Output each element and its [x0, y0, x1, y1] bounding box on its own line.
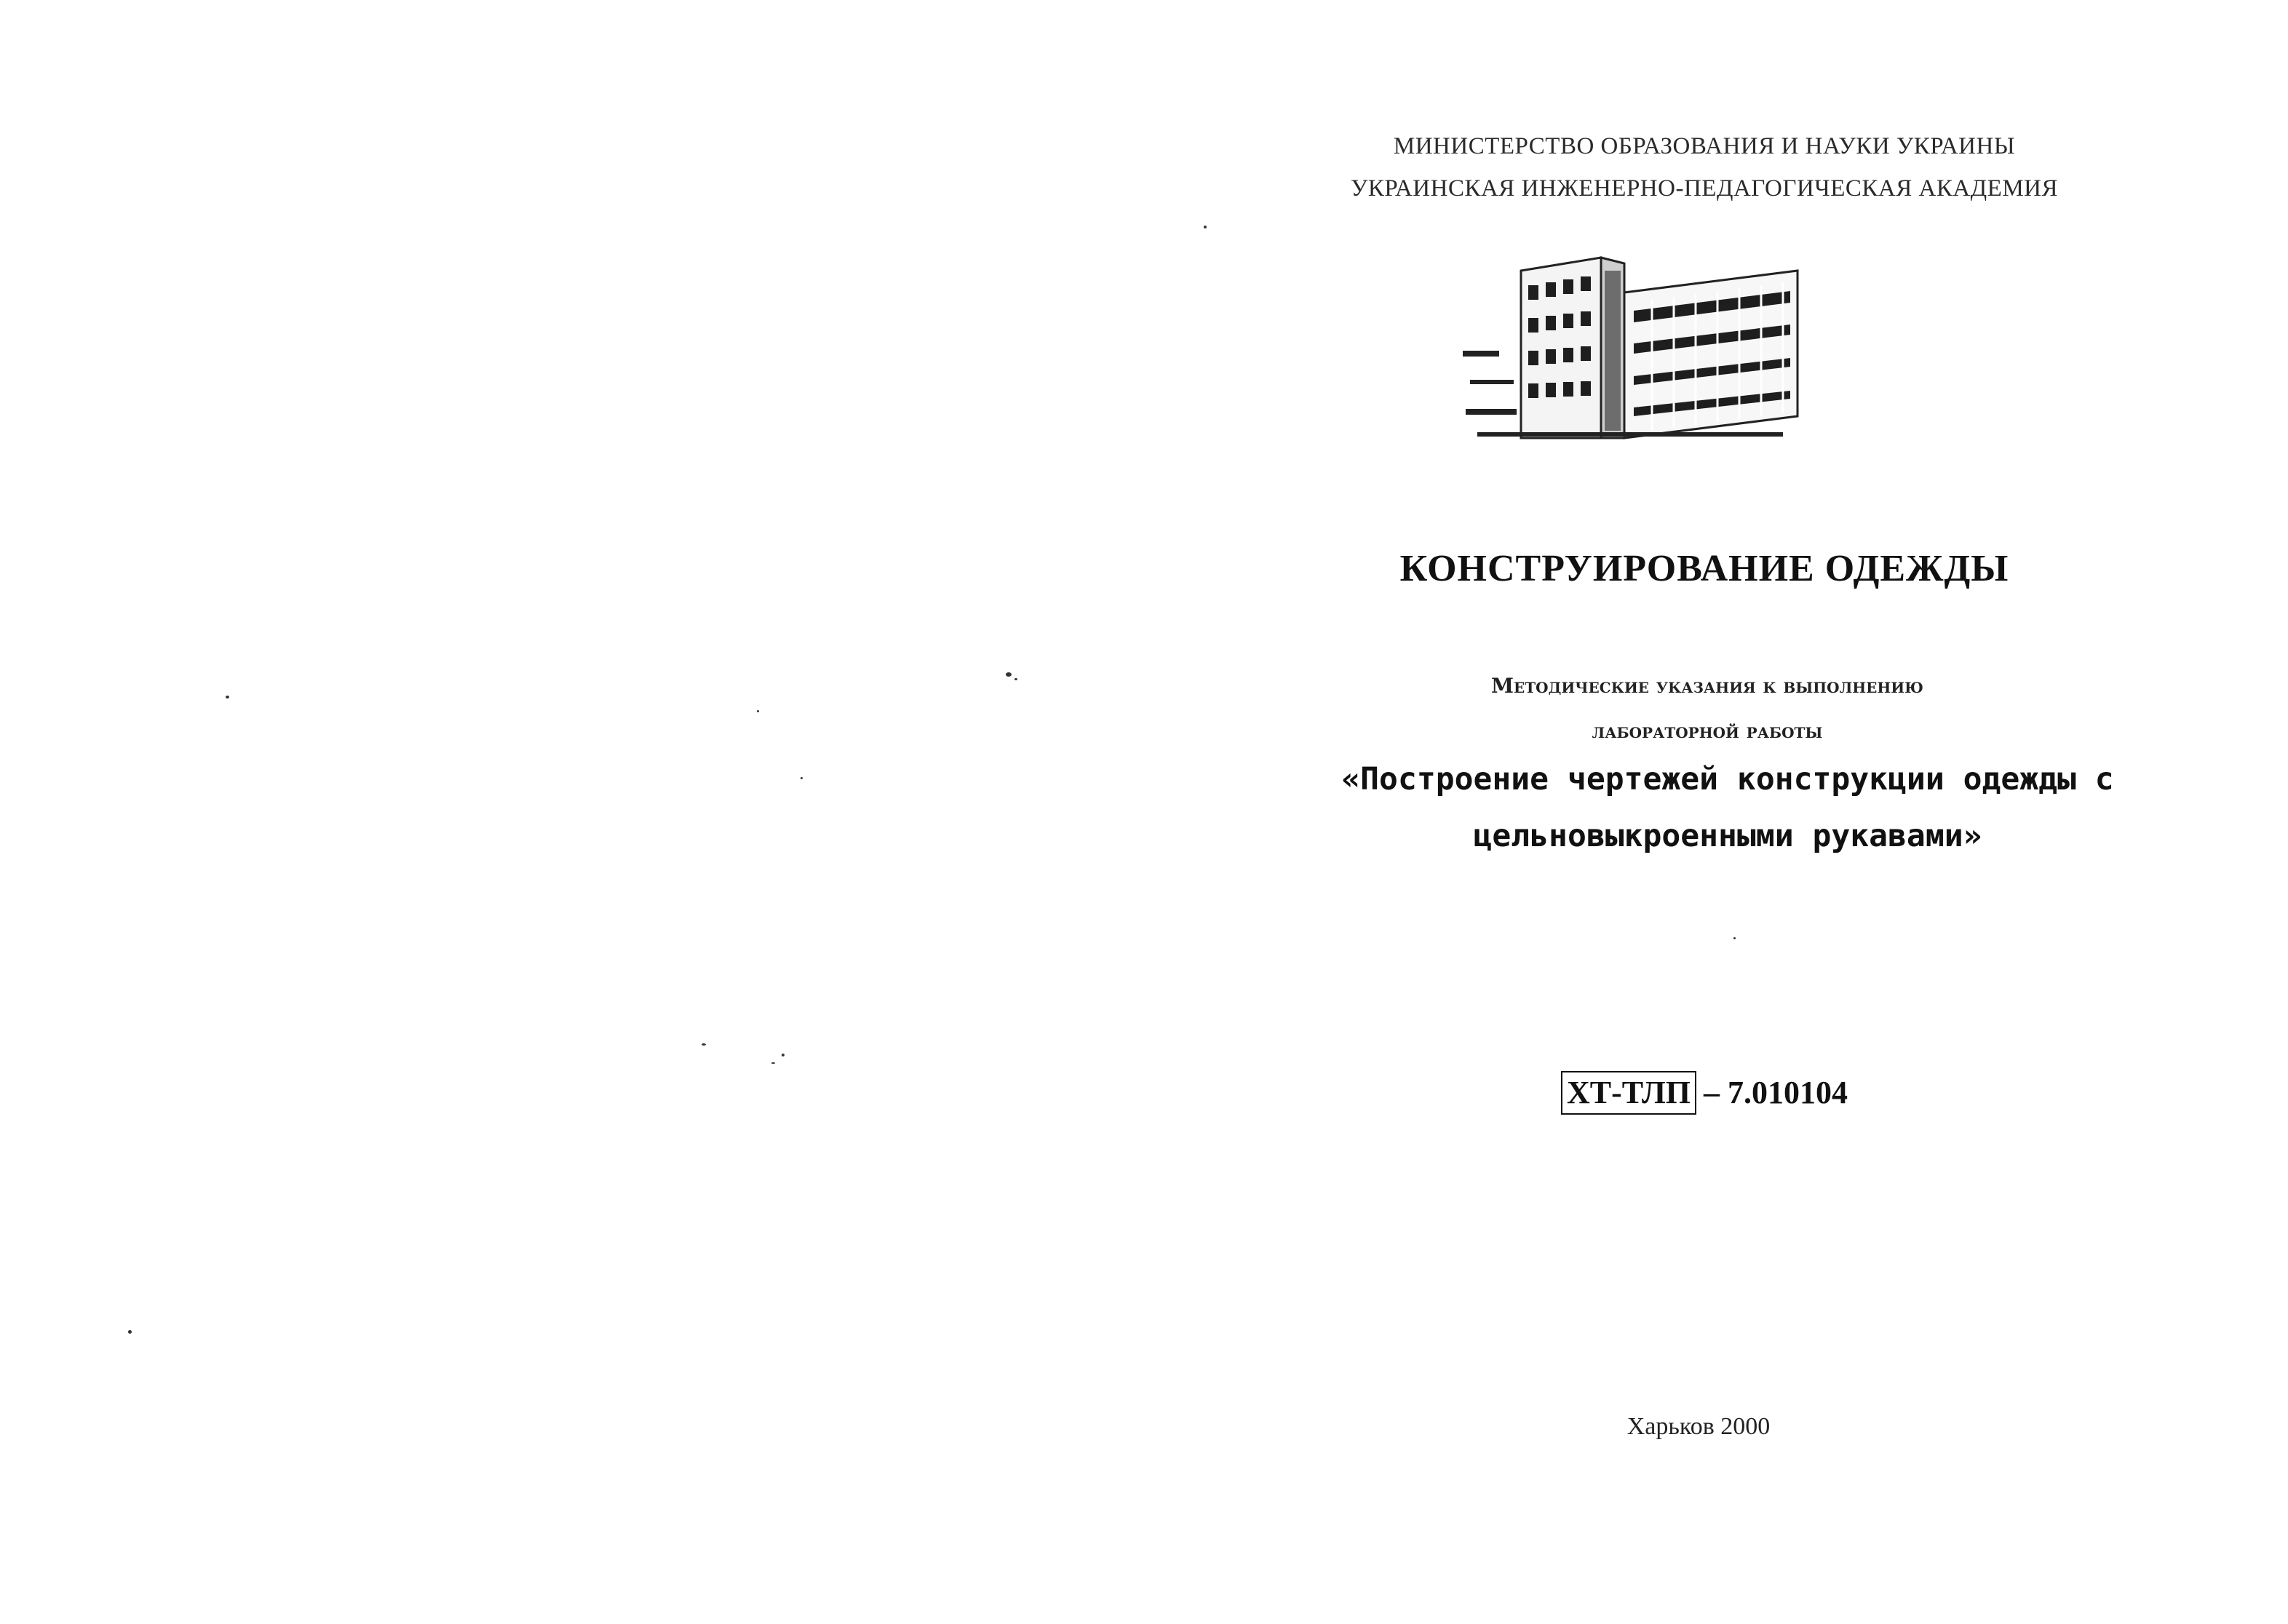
scan-speck: [226, 696, 229, 698]
scan-speck: [128, 1330, 132, 1334]
subtitle-line: лабораторной работы: [1592, 719, 1823, 743]
right-page: [1144, 0, 2288, 1624]
scan-speck: [757, 710, 759, 712]
ministry-name: МИНИСТЕРСТВО ОБРАЗОВАНИЯ И НАУКИ УКРАИНЫ: [1393, 133, 2016, 159]
scan-speck: [1733, 937, 1736, 939]
ministry-header: [1132, 125, 2276, 210]
building-icon: [1455, 242, 1819, 453]
work-title-line: «Построение чертежей конструкции одежды с: [1341, 761, 2114, 797]
code-number: – 7.010104: [1703, 1075, 1848, 1110]
work-title-line: цельновыкроенными рукавами»: [1473, 818, 1982, 854]
document-code: [1132, 1071, 2276, 1115]
scan-speck: [782, 1054, 784, 1056]
city-year: Харьков 2000: [1626, 1413, 1771, 1440]
code-boxed-part: ХТ-ТЛП: [1561, 1071, 1696, 1115]
scan-speck: [1014, 678, 1017, 680]
document-subtitle: [1135, 664, 2279, 754]
document-title: КОНСТРУИРОВАНИЕ ОДЕЖДЫ: [1399, 548, 2009, 589]
work-title: [1156, 751, 2288, 864]
subtitle-line: Методические указания к выполнению: [1491, 674, 1923, 698]
academy-name: УКРАИНСКАЯ ИНЖЕНЕРНО-ПЕДАГОГИЧЕСКАЯ АКАДЕМИЯ: [1350, 175, 2059, 202]
scan-speck: [801, 777, 803, 779]
scan-speck: [702, 1043, 706, 1046]
scan-speck: [1204, 226, 1207, 228]
scan-speck: [771, 1062, 775, 1064]
scan-speck: [1006, 672, 1012, 677]
